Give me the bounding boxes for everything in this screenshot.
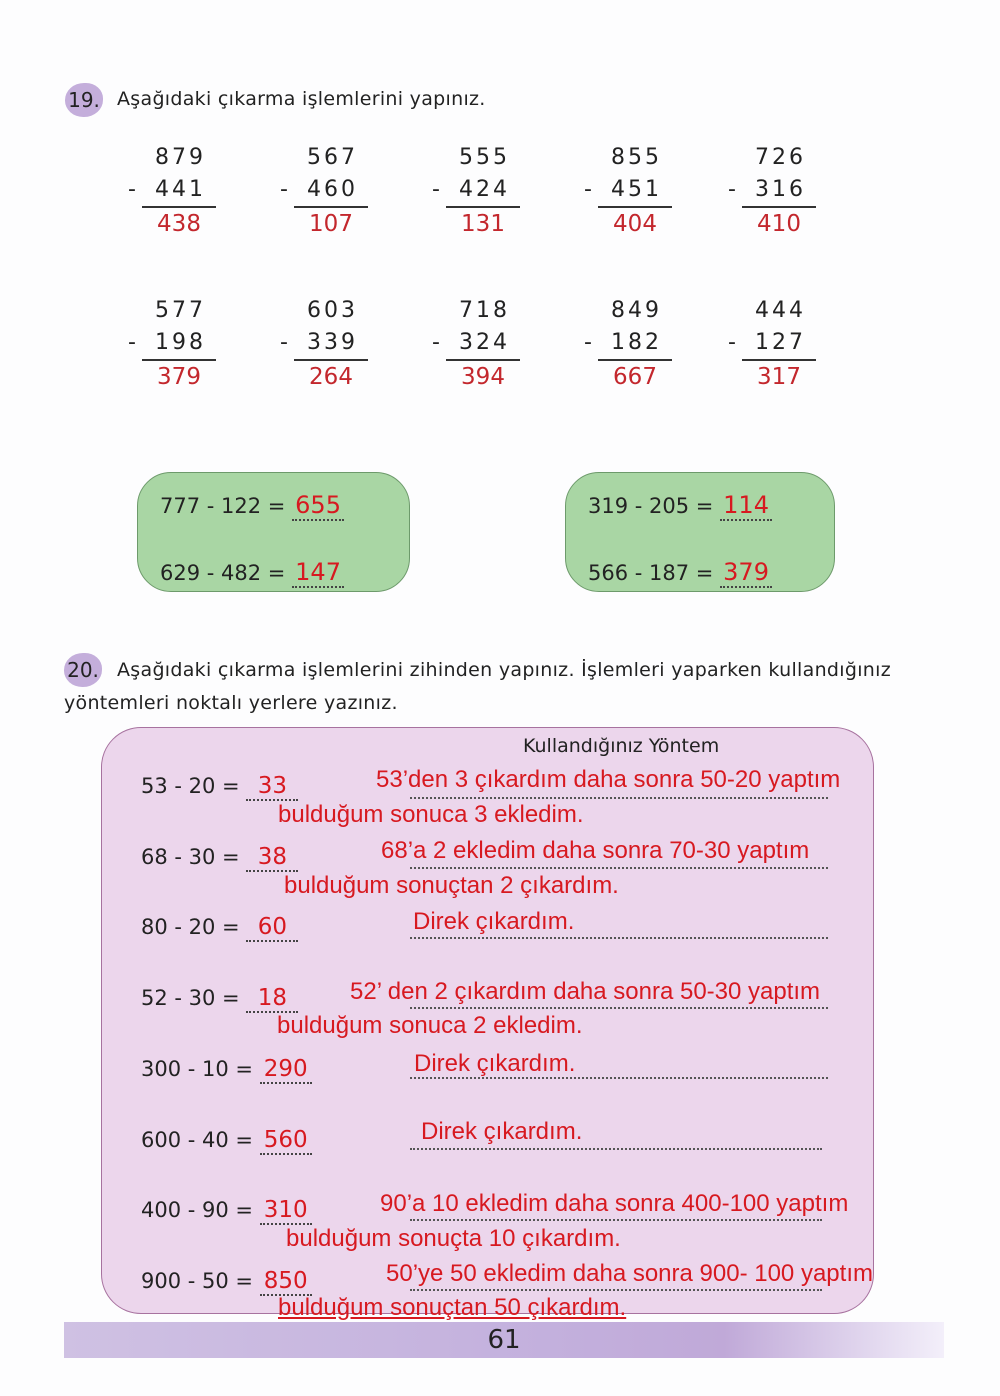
mental-equation: [141, 1056, 312, 1084]
method-text-line2: bulduğum sonuçtan 2 çıkardım.: [284, 872, 619, 899]
vertical-subtraction: [726, 142, 816, 240]
minus-sign: -: [432, 177, 443, 202]
expression: 400 - 90 =: [141, 1198, 254, 1222]
vertical-subtraction: [126, 142, 216, 240]
minus-sign: -: [280, 177, 291, 202]
question-19-instruction: Aşağıdaki çıkarma işlemlerini yapınız.: [117, 88, 486, 110]
method-dotted-line: [410, 1007, 828, 1009]
vertical-subtraction: [430, 295, 520, 393]
method-column-header: Kullandığınız Yöntem: [523, 735, 720, 757]
minus-sign: -: [584, 330, 595, 355]
minuend: 726: [755, 145, 806, 170]
mental-equation: [141, 985, 298, 1013]
answer: 38: [246, 844, 298, 872]
question-number-badge-19: [65, 83, 103, 117]
method-text-line1: 53’den 3 çıkardım daha sonra 50-20 yaptım: [376, 766, 841, 793]
vertical-subtraction: [582, 142, 672, 240]
minuend: 603: [307, 298, 358, 323]
minuend: 855: [611, 145, 662, 170]
answer: 560: [260, 1127, 312, 1155]
expression: 600 - 40 =: [141, 1128, 254, 1152]
minuend: 718: [459, 298, 510, 323]
method-text-line2: bulduğum sonuca 3 ekledim.: [278, 801, 584, 828]
minus-sign: -: [432, 330, 443, 355]
answer: 850: [260, 1268, 312, 1296]
question-20-instruction-line2: yöntemleri noktalı yerlere yazınız.: [64, 692, 398, 714]
expression: 566 - 187 =: [588, 561, 714, 585]
horizontal-equation: [588, 558, 772, 588]
minuend: 849: [611, 298, 662, 323]
subtrahend: 127: [755, 330, 806, 355]
mental-equation: [141, 1268, 312, 1296]
method-dotted-line: [410, 1289, 822, 1291]
expression: 80 - 20 =: [141, 915, 240, 939]
expression: 68 - 30 =: [141, 845, 240, 869]
method-text-line1: 90’a 10 ekledim daha sonra 400-100 yaptım: [380, 1190, 849, 1217]
answer: 379: [720, 558, 772, 588]
subtrahend: 198: [155, 330, 206, 355]
subtrahend-row: [582, 174, 672, 206]
answer: 655: [292, 491, 344, 521]
answer: 667: [613, 364, 657, 390]
answer: 18: [246, 985, 298, 1013]
vertical-subtraction: [278, 142, 368, 240]
method-dotted-line: [410, 1148, 822, 1150]
answer: 394: [461, 364, 505, 390]
minus-sign: -: [584, 177, 595, 202]
vertical-subtraction: [430, 142, 520, 240]
minuend: 567: [307, 145, 358, 170]
page-footer-band: [64, 1322, 944, 1358]
subtrahend-row: [726, 327, 816, 359]
subtrahend-row: [726, 174, 816, 206]
subtrahend-row: [278, 174, 368, 206]
subtrahend: 441: [155, 177, 206, 202]
mental-equation: [141, 914, 298, 942]
minus-sign: -: [728, 330, 739, 355]
subtrahend: 460: [307, 177, 358, 202]
answer: 290: [260, 1056, 312, 1084]
vertical-subtraction: [278, 295, 368, 393]
mental-equation: [141, 1127, 312, 1155]
answer: 264: [309, 364, 353, 390]
horizontal-equation: [588, 491, 772, 521]
vertical-subtraction: [726, 295, 816, 393]
method-text-line1: Direk çıkardım.: [421, 1118, 583, 1145]
answer: 310: [260, 1197, 312, 1225]
expression: 319 - 205 =: [588, 494, 714, 518]
expression: 777 - 122 =: [160, 494, 286, 518]
answer: 438: [157, 211, 201, 237]
answer: 131: [461, 211, 505, 237]
expression: 629 - 482 =: [160, 561, 286, 585]
horizontal-equation: [160, 558, 344, 588]
answer: 379: [157, 364, 201, 390]
answer: 410: [757, 211, 801, 237]
subtrahend-row: [430, 174, 520, 206]
expression: 900 - 50 =: [141, 1269, 254, 1293]
question-20-instruction-line1: Aşağıdaki çıkarma işlemlerini zihinden yapınız. İşlemleri yaparken kullandığınız: [117, 659, 891, 681]
answer: 404: [613, 211, 657, 237]
question-number-badge-20: [64, 653, 102, 687]
answer: 33: [246, 773, 298, 801]
minuend: 879: [155, 145, 206, 170]
vertical-subtraction: [126, 295, 216, 393]
subtrahend-row: [278, 327, 368, 359]
minus-sign: -: [728, 177, 739, 202]
minuend: 444: [755, 298, 806, 323]
method-dotted-line: [410, 867, 828, 869]
question-number: 20.: [67, 658, 99, 682]
subtrahend-row: [126, 174, 216, 206]
method-text-line2: bulduğum sonuçtan 50 çıkardım.: [278, 1294, 627, 1321]
subtrahend: 339: [307, 330, 358, 355]
answer: 107: [309, 211, 353, 237]
subtrahend: 324: [459, 330, 510, 355]
method-text-line1: Direk çıkardım.: [414, 1050, 576, 1077]
mental-equation: [141, 773, 298, 801]
mental-equation: [141, 1197, 312, 1225]
method-text-line1: 52’ den 2 çıkardım daha sonra 50-30 yaptım: [350, 978, 821, 1005]
method-text-line1: 50’ye 50 ekledim daha sonra 900- 100 yaptım: [386, 1260, 873, 1287]
minus-sign: -: [128, 330, 139, 355]
vertical-subtraction: [582, 295, 672, 393]
expression: 300 - 10 =: [141, 1057, 254, 1081]
subtrahend: 451: [611, 177, 662, 202]
method-text-line2: bulduğum sonuca 2 ekledim.: [277, 1012, 583, 1039]
answer: 147: [292, 558, 344, 588]
horizontal-equation: [160, 491, 344, 521]
minus-sign: -: [128, 177, 139, 202]
minuend: 577: [155, 298, 206, 323]
method-dotted-line: [410, 1219, 822, 1221]
subtrahend-row: [126, 327, 216, 359]
answer: 317: [757, 364, 801, 390]
minus-sign: -: [280, 330, 291, 355]
method-dotted-line: [410, 797, 828, 799]
method-dotted-line: [410, 937, 828, 939]
method-text-line2: bulduğum sonuçta 10 çıkardım.: [286, 1225, 621, 1252]
subtrahend: 424: [459, 177, 510, 202]
method-text-line1: Direk çıkardım.: [413, 908, 575, 935]
subtrahend-row: [582, 327, 672, 359]
subtrahend-row: [430, 327, 520, 359]
answer: 60: [246, 914, 298, 942]
subtrahend: 182: [611, 330, 662, 355]
expression: 53 - 20 =: [141, 774, 240, 798]
answer: 114: [720, 491, 772, 521]
subtrahend: 316: [755, 177, 806, 202]
page-number: 61: [487, 1325, 521, 1355]
minuend: 555: [459, 145, 510, 170]
question-number: 19.: [68, 88, 100, 112]
method-text-line1: 68’a 2 ekledim daha sonra 70-30 yaptım: [381, 837, 810, 864]
expression: 52 - 30 =: [141, 986, 240, 1010]
mental-equation: [141, 844, 298, 872]
